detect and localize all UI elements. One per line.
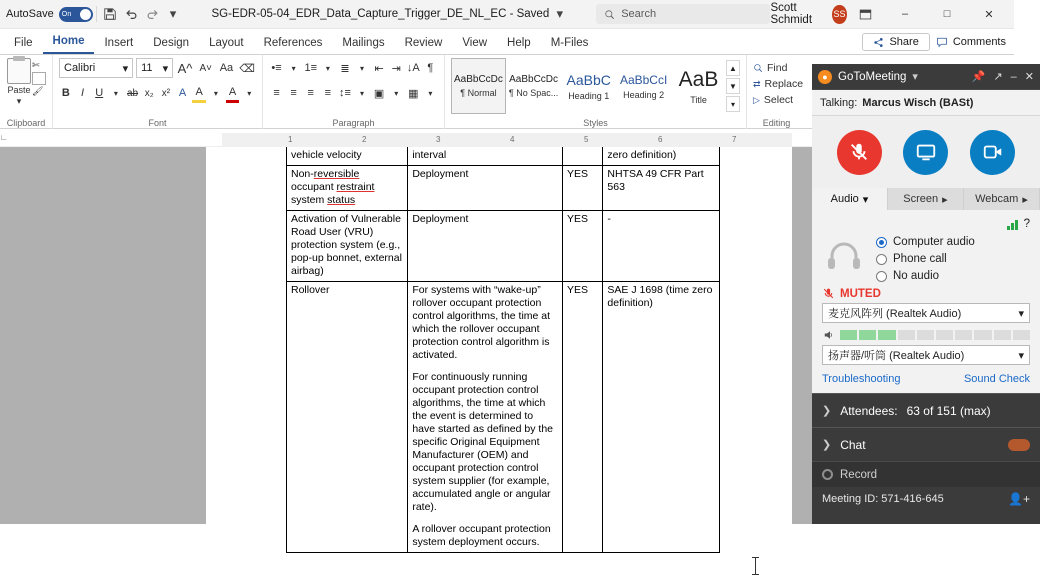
record-icon [822, 469, 833, 480]
chevron-right-icon: ▸ [942, 193, 948, 206]
autosave-state: On [61, 10, 72, 18]
styles-group-label: Styles [583, 118, 608, 128]
document-title: SG-EDR-05-04_EDR_Data_Capture_Trigger_DE_NL_EC - Saved [211, 8, 550, 20]
record-label: Record [840, 468, 878, 481]
editing-group-label: Editing [762, 118, 791, 128]
cell-parameter[interactable]: vehicle velocity [287, 147, 408, 166]
tab-audio-label: Audio [830, 193, 859, 205]
microphone-muted-icon[interactable] [837, 130, 882, 175]
cell-reference[interactable]: SAE J 1698 (time zero definition) [603, 282, 720, 553]
replace-button[interactable] [753, 78, 804, 90]
paragraph-row-1 [269, 58, 438, 78]
audio-links [822, 371, 1030, 385]
find-label: Find [767, 62, 788, 74]
spellcheck-word: reversible [313, 168, 360, 180]
chevron-down-icon[interactable]: ▾ [428, 88, 433, 98]
save-icon[interactable] [100, 3, 121, 25]
option-no-audio[interactable] [876, 270, 1030, 282]
audio-mode-section [822, 232, 1030, 282]
search-input[interactable] [596, 4, 770, 24]
editing-buttons [753, 58, 804, 106]
redo-icon[interactable] [142, 3, 163, 25]
spellcheck-word: status [327, 194, 356, 206]
comments-label: Comments [952, 36, 1006, 48]
title-dropdown-icon[interactable]: ▾ [556, 6, 563, 21]
font-size-value: 11 [141, 62, 153, 74]
cell-condition[interactable]: Deployment [408, 166, 563, 211]
tab-design[interactable]: Design [153, 37, 190, 49]
tab-home[interactable]: Home [43, 31, 95, 54]
change-case-button[interactable]: Aa [219, 62, 234, 74]
chevron-down-icon: ▾ [1018, 349, 1024, 362]
speaker-icon [822, 329, 835, 341]
tab-mfiles[interactable]: M-Files [550, 37, 589, 49]
invite-people-icon[interactable]: 👤+ [1008, 492, 1030, 506]
cut-button[interactable]: ✄ [32, 60, 40, 70]
ruler-tick-3: 3 [436, 135, 441, 144]
shrink-font-button[interactable]: A˅ [199, 62, 212, 74]
cell-parameter[interactable]: Non-reversible occupant restraint system status [287, 166, 408, 211]
speaker-level-meter [840, 330, 1030, 340]
style-label: Heading 2 [623, 89, 665, 100]
chevron-down-icon: ▾ [122, 62, 129, 75]
paragraph-gap [412, 514, 558, 523]
share-button[interactable] [862, 33, 929, 51]
text-cursor [755, 557, 756, 575]
attendees-count: 63 of 151 (max) [906, 403, 991, 418]
ribbon-group-editing [746, 55, 806, 129]
undo-icon[interactable] [121, 3, 142, 25]
minimize-button[interactable]: – [1010, 70, 1017, 83]
chevron-down-icon[interactable]: ▾ [16, 96, 22, 106]
cell-required[interactable]: YES [562, 166, 602, 211]
troubleshooting-link[interactable]: Troubleshooting [822, 373, 901, 385]
meeting-id-row [812, 487, 1040, 511]
style-preview: AaBbCcDc [509, 74, 559, 85]
condition-paragraph-2: For continuously running occupant protection control algorithms, the time at which the event is determined to have started as defined by the specific Original Equipment Manufacturer (OEM) and occupant protection control system supplier (for example, accumulated angle or angular rate). [412, 371, 554, 513]
cell-reference[interactable]: zero definition) [603, 147, 720, 166]
title-bar [0, 0, 1014, 29]
font-size-select[interactable] [136, 58, 173, 78]
cell-parameter[interactable]: Rollover [287, 282, 408, 553]
record-row[interactable] [812, 461, 1040, 487]
style-label: Title [690, 94, 707, 105]
font-controls-row-2 [59, 83, 256, 103]
chevron-right-icon: ❯ [822, 439, 832, 451]
clipboard-group-label: Clipboard [6, 118, 46, 128]
table-row [287, 166, 720, 211]
increase-indent-button[interactable]: ⇥ [391, 62, 401, 75]
select-label: Select [763, 94, 794, 106]
style-title[interactable] [671, 58, 726, 114]
tab-screen[interactable] [888, 188, 964, 210]
gotomeeting-tabs [812, 188, 1040, 210]
line-spacing-button[interactable]: ↕≡ [338, 87, 351, 99]
tab-view[interactable]: View [462, 37, 488, 49]
font-name-value: Calibri [64, 62, 96, 74]
style-label: Heading 1 [568, 90, 610, 101]
chevron-down-icon[interactable]: ▾ [912, 71, 918, 83]
replace-icon: ⇄ [753, 78, 761, 89]
font-group-label: Font [148, 118, 167, 128]
clear-formatting-button[interactable]: ⌫ [239, 62, 255, 75]
chevron-down-icon[interactable]: ▾ [169, 6, 177, 21]
align-left-button[interactable]: ≡ [273, 87, 280, 99]
chevron-down-icon[interactable]: ▾ [394, 88, 399, 98]
text-effects-button[interactable]: A [178, 87, 187, 99]
chevron-down-icon[interactable]: ▾ [213, 88, 218, 98]
style-heading-1[interactable] [561, 58, 616, 114]
paragraph-gap [412, 362, 558, 371]
italic-button[interactable]: I [80, 87, 85, 99]
gotomeeting-title: GoToMeeting [838, 70, 907, 83]
styles-gallery [451, 58, 740, 114]
share-label: Share [889, 36, 919, 48]
ribbon-display-icon[interactable] [856, 3, 875, 25]
chevron-down-icon[interactable]: ▾ [325, 63, 330, 73]
condition-paragraph-1: For systems with “wake-up” rollover occupant protection control algorithms, the time at which the rollover occupant protection control algorithm is activated. [412, 284, 551, 361]
styles-more-icon[interactable]: ▾ [726, 96, 740, 112]
justify-button[interactable]: ≡ [324, 87, 332, 99]
tab-mailings[interactable]: Mailings [342, 37, 385, 49]
attendees-section[interactable] [812, 393, 1040, 427]
format-painter-icon[interactable]: 🖌 [32, 86, 44, 96]
chat-section[interactable] [812, 427, 1040, 461]
signal-strength-icon [1007, 219, 1018, 230]
cell-required[interactable]: YES [562, 211, 602, 282]
option-computer-audio[interactable] [876, 236, 1030, 248]
chevron-right-icon: ▸ [1022, 193, 1028, 206]
divider [96, 6, 97, 22]
account-area[interactable] [770, 0, 1014, 29]
styles-scroll-buttons [726, 58, 740, 114]
tab-webcam-label: Webcam [975, 193, 1019, 205]
microphone-device-select[interactable] [822, 303, 1030, 323]
align-center-button[interactable]: ≡ [290, 87, 297, 99]
chevron-down-icon[interactable]: ▾ [360, 88, 365, 98]
cell-condition[interactable]: Deployment [408, 211, 563, 282]
paste-icon [7, 58, 31, 84]
table-row [287, 211, 720, 282]
pin-icon[interactable]: 📌 [971, 71, 986, 83]
vertical-ruler [206, 147, 220, 524]
strikethrough-button[interactable]: ab [126, 87, 139, 99]
mic-muted-icon [822, 287, 835, 300]
ribbon-group-paragraph [262, 55, 444, 129]
cell-condition[interactable] [408, 282, 563, 553]
meeting-controls [812, 116, 1040, 188]
gotomeeting-window-buttons [972, 70, 1034, 83]
tab-review[interactable]: Review [404, 37, 443, 49]
chevron-down-icon: ▾ [162, 62, 169, 75]
shading-button[interactable]: ▣ [373, 87, 385, 100]
radio-icon [876, 254, 887, 265]
search-placeholder: Search [621, 8, 657, 20]
show-formatting-marks-button[interactable]: ¶ [427, 62, 434, 74]
borders-button[interactable]: ▦ [408, 87, 419, 100]
autosave-label: AutoSave [6, 8, 54, 20]
gotomeeting-logo-icon: ● [818, 70, 832, 84]
meeting-id-label: Meeting ID: 571-416-645 [822, 493, 944, 505]
align-right-button[interactable]: ≡ [307, 87, 314, 99]
option-computer-audio-label: Computer audio [893, 236, 975, 248]
minimize-button[interactable]: – [901, 8, 909, 20]
comments-button[interactable] [936, 36, 1006, 48]
ruler-tick-6: 6 [658, 135, 663, 144]
webcam-icon[interactable] [970, 130, 1015, 175]
chevron-right-icon: ❯ [822, 405, 832, 417]
multilevel-list-button[interactable]: ≣ [340, 62, 350, 75]
ribbon-group-styles [444, 55, 746, 129]
style-preview: AaBbCcDc [454, 74, 503, 85]
speaker-level-row [822, 329, 1030, 341]
ruler-tick-4: 4 [510, 135, 515, 144]
tab-file[interactable]: File [14, 37, 33, 49]
style-label: ¶ Normal [460, 88, 497, 98]
ruler-tick-1: 1 [288, 135, 293, 144]
headset-icon [822, 234, 866, 278]
connection-strength-row [822, 216, 1030, 232]
table-row [287, 147, 720, 166]
grow-font-button[interactable]: A^ [177, 60, 193, 76]
speaker-device-select[interactable] [822, 345, 1030, 365]
replace-label: Replace [764, 78, 804, 90]
radio-icon [876, 271, 887, 282]
audio-options [876, 234, 1030, 282]
styles-scroll-up-icon[interactable]: ▲ [726, 60, 740, 76]
find-button[interactable] [753, 62, 800, 74]
ribbon-group-font [52, 55, 262, 129]
talking-indicator [812, 90, 1040, 116]
collapse-icon[interactable]: ↗ [993, 71, 1003, 83]
chevron-down-icon[interactable]: ▾ [291, 63, 296, 73]
sound-check-link[interactable]: Sound Check [963, 373, 1030, 385]
radio-selected-icon [876, 237, 887, 248]
subscript-button[interactable]: x₂ [144, 87, 154, 99]
cell-reference[interactable]: - [603, 211, 720, 282]
muted-status [822, 287, 1030, 300]
tab-insert[interactable]: Insert [104, 37, 134, 49]
bullets-button[interactable]: •≡ [271, 62, 282, 74]
styles-scroll-down-icon[interactable]: ▼ [726, 78, 740, 94]
cell-reference[interactable]: NHTSA 49 CFR Part 563 [603, 166, 720, 211]
clipboard-small-buttons [32, 58, 46, 97]
help-icon[interactable]: ? [1023, 218, 1030, 230]
window-buttons [884, 0, 1010, 29]
cell-parameter[interactable]: Activation of Vulnerable Road User (VRU) protection system (e.g., pop-up bonnet, external airbag) [287, 211, 408, 282]
ribbon-group-clipboard [0, 55, 52, 129]
tab-webcam[interactable] [964, 188, 1040, 210]
option-phone-call-label: Phone call [893, 253, 947, 265]
paragraph-group-label: Paragraph [332, 118, 375, 128]
toggle-knob [80, 9, 91, 20]
select-button[interactable] [753, 94, 800, 106]
gotomeeting-title-bar [812, 64, 1040, 90]
autosave-switch[interactable] [59, 7, 93, 22]
audio-panel [812, 210, 1040, 393]
style-preview: AaBbC [566, 71, 611, 88]
cell-required[interactable]: YES [562, 282, 602, 553]
ruler-track [222, 133, 792, 147]
edr-trigger-table [286, 147, 720, 553]
option-phone-call[interactable] [876, 253, 1030, 265]
chat-badge [1008, 439, 1030, 451]
speaker-device-value: 扬声器/听筒 (Realtek Audio) [828, 350, 965, 362]
style-preview: AaB [678, 67, 719, 91]
style-preview: AaBbCcI [619, 72, 668, 87]
chevron-down-icon[interactable]: ▾ [247, 88, 252, 98]
muted-label: MUTED [840, 287, 881, 300]
underline-button[interactable]: U [95, 87, 104, 99]
ribbon-right-actions [862, 33, 1014, 54]
close-button[interactable]: ✕ [984, 8, 994, 21]
ruler-tick-5: 5 [584, 135, 589, 144]
talking-speaker-name: Marcus Wisch (BASt) [862, 96, 974, 109]
spellcheck-word: restraint [336, 181, 375, 193]
tab-layout[interactable]: Layout [209, 37, 244, 49]
paste-label: Paste [7, 85, 31, 95]
font-controls-row-1 [59, 58, 256, 78]
chevron-down-icon: ▾ [1018, 307, 1024, 320]
style-label: ¶ No Spac... [508, 88, 559, 98]
tab-screen-label: Screen [903, 193, 939, 205]
ribbon-tabs [0, 29, 1014, 55]
cell-condition[interactable]: interval [408, 147, 563, 166]
ruler-tick-2: 2 [362, 135, 367, 144]
style-no-spacing[interactable] [506, 58, 561, 114]
chat-label: Chat [840, 437, 866, 452]
tab-references[interactable]: References [263, 37, 323, 49]
chevron-down-icon[interactable]: ▾ [360, 63, 365, 73]
highlight-button[interactable]: A [192, 83, 206, 103]
font-name-select[interactable] [59, 58, 133, 78]
copy-icon[interactable] [32, 72, 46, 85]
paste-button[interactable] [6, 58, 32, 107]
attendees-label: Attendees: [840, 403, 898, 418]
gotomeeting-panel [812, 64, 1040, 524]
numbering-button[interactable]: 1≡ [304, 62, 317, 74]
user-name: Scott Schmidt [770, 2, 813, 26]
sort-button[interactable]: ↓A [406, 62, 420, 74]
talking-label: Talking: [820, 96, 858, 109]
paragraph-row-2 [269, 83, 438, 103]
document-page[interactable] [220, 147, 792, 553]
option-no-audio-label: No audio [893, 270, 940, 282]
tab-help[interactable]: Help [507, 37, 531, 49]
chevron-down-icon[interactable]: ▾ [113, 88, 118, 98]
condition-paragraph-3: A rollover occupant protection system deployment occurs. [412, 523, 551, 548]
microphone-device-value: 麦克风阵列 (Realtek Audio) [828, 308, 962, 320]
select-icon: ▷ [753, 94, 760, 105]
cell-required[interactable] [562, 147, 602, 166]
close-button[interactable]: ✕ [1024, 71, 1034, 83]
style-heading-2[interactable] [616, 58, 671, 114]
style-normal[interactable] [451, 58, 506, 114]
autosave-toggle[interactable] [6, 7, 93, 22]
chevron-down-icon: ▾ [862, 193, 869, 206]
bold-button[interactable]: B [61, 87, 70, 99]
ruler-tick-7: 7 [732, 135, 737, 144]
tab-audio[interactable] [812, 188, 888, 210]
decrease-indent-button[interactable]: ⇤ [374, 62, 384, 75]
maximize-button[interactable]: □ [943, 8, 951, 20]
table-row [287, 282, 720, 553]
superscript-button[interactable]: x² [161, 87, 171, 99]
avatar[interactable]: SS [832, 5, 846, 24]
ruler-corner[interactable]: ∟ [0, 133, 8, 142]
share-screen-icon[interactable] [903, 130, 948, 175]
font-color-button[interactable]: A [226, 83, 240, 103]
